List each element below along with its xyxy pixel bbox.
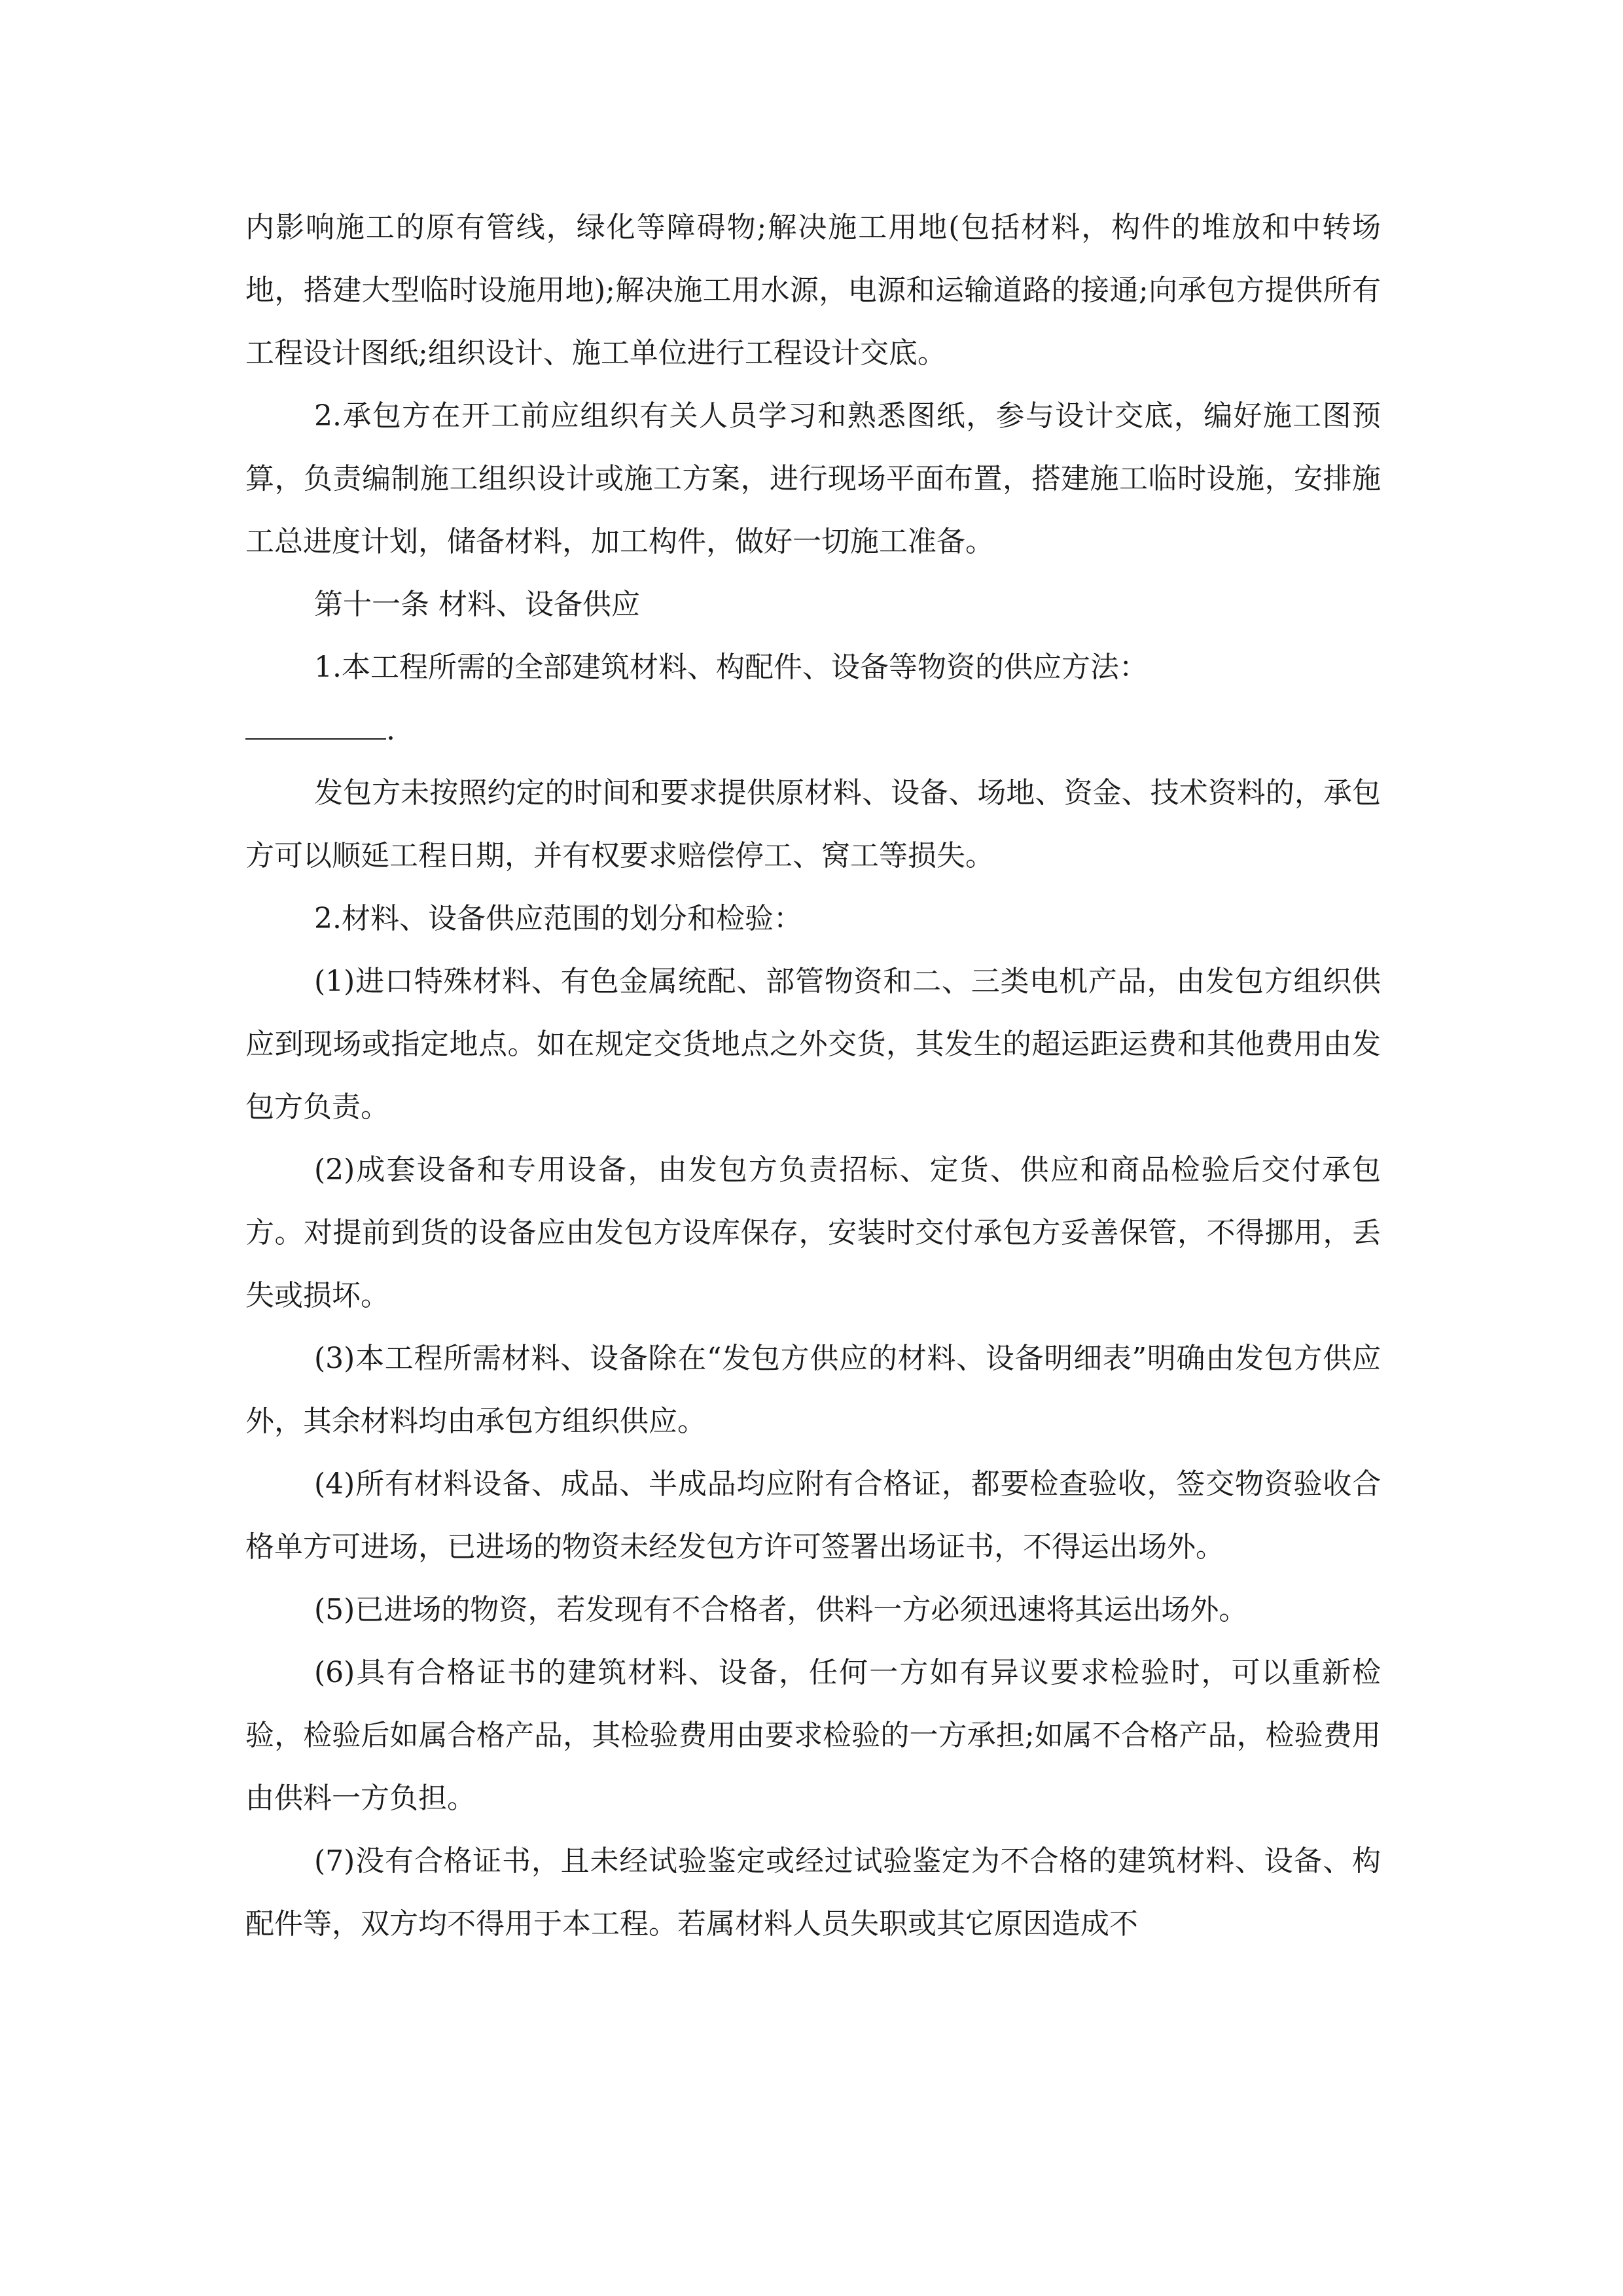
blank-fill-line: [245, 699, 1381, 762]
paragraph-delay-clause: 发包方未按照约定的时间和要求提供原材料、设备、场地、资金、技术资料的，承包方可以顺延工程日期，并有权要求赔偿停工、窝工等损失。: [245, 776, 1381, 872]
clause-item-5: (5)已进场的物资，若发现有不合格者，供料一方必须迅速将其运出场外。: [314, 1593, 1248, 1626]
article-heading: 第十一条 材料、设备供应: [314, 588, 640, 621]
document-page: [245, 196, 1381, 1956]
paragraph-supply-method: 1.本工程所需的全部建筑材料、构配件、设备等物资的供应方法：: [314, 651, 1148, 684]
clause-item-7: (7)没有合格证书，且未经试验鉴定或经过试验鉴定为不合格的建筑材料、设备、构配件等，双方均不得用于本工程。若属材料人员失职或其它原因造成不: [245, 1844, 1381, 1941]
clause-item-1: (1)进口特殊材料、有色金属统配、部管物资和二、三类电机产品，由发包方组织供应到现场或指定地点。如在规定交货地点之外交货，其发生的超运距运费和其他费用由发包方负责。: [245, 965, 1381, 1124]
clause-item-6: (6)具有合格证书的建筑材料、设备，任何一方如有异议要求检验时，可以重新检验，检验后如属合格产品，其检验费用由要求检验的一方承担;如属不合格产品，检验费用由供料一方负担。: [245, 1656, 1381, 1815]
clause-item-2: (2)成套设备和专用设备，由发包方负责招标、定货、供应和商品检验后交付承包方。对提前到货的设备应由发包方设库保存，安装时交付承包方妥善保管，不得挪用，丢失或损坏。: [245, 1153, 1381, 1312]
fill-in-blank: [245, 709, 386, 740]
blank-period: .: [386, 713, 395, 747]
clause-item-4: (4)所有材料设备、成品、半成品均应附有合格证，都要检查验收，签交物资验收合格单方可进场，已进场的物资未经发包方许可签署出场证书，不得运出场外。: [245, 1467, 1381, 1564]
paragraph-contractor-preparation: 2.承包方在开工前应组织有关人员学习和熟悉图纸，参与设计交底，编好施工图预算，负责编制施工组织设计或施工方案，进行现场平面布置，搭建施工临时设施，安排施工总进度计划，储备材料，加工构件，做好一切施工准备。: [245, 399, 1381, 558]
clause-item-3: (3)本工程所需材料、设备除在“发包方供应的材料、设备明细表”明确由发包方供应外，其余材料均由承包方组织供应。: [245, 1342, 1381, 1438]
paragraph-continuation: 内影响施工的原有管线，绿化等障碍物;解决施工用地(包括材料，构件的堆放和中转场地，搭建大型临时设施用地);解决施工用水源，电源和运输道路的接通;向承包方提供所有工程设计图纸;组织设计、施工单位进行工程设计交底。: [245, 211, 1381, 370]
paragraph-scope-heading: 2.材料、设备供应范围的划分和检验：: [314, 902, 802, 935]
